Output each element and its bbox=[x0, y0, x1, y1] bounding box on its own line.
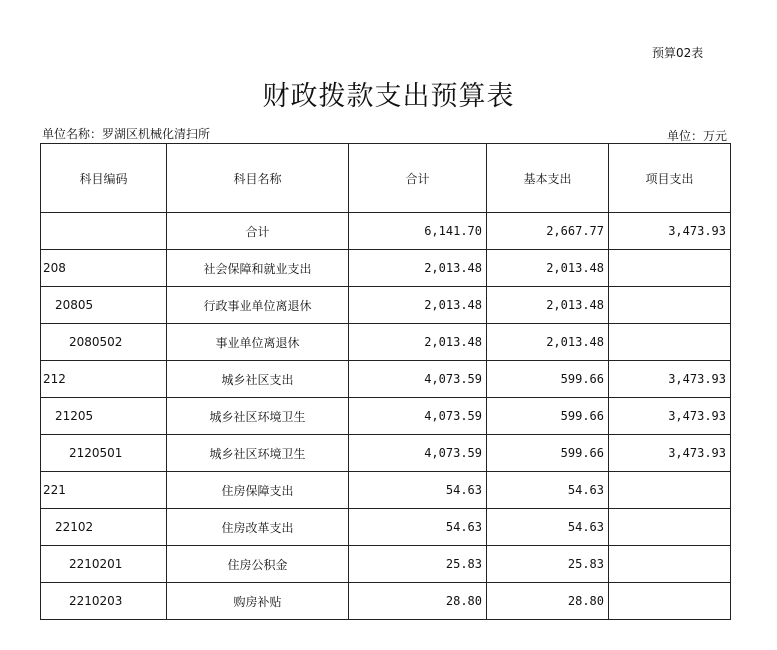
document-id: 预算02表 bbox=[652, 46, 704, 60]
row-name: 购房补贴 bbox=[167, 583, 349, 620]
row-project: 3,473.93 bbox=[609, 213, 731, 250]
header-basic: 基本支出 bbox=[487, 144, 609, 213]
header-total: 合计 bbox=[349, 144, 487, 213]
row-code: 21205 bbox=[41, 398, 167, 435]
row-total: 25.83 bbox=[349, 546, 487, 583]
row-total: 2,013.48 bbox=[349, 287, 487, 324]
row-project bbox=[609, 472, 731, 509]
page-title: 财政拨款支出预算表 bbox=[262, 81, 515, 112]
row-total: 6,141.70 bbox=[349, 213, 487, 250]
table-row bbox=[41, 213, 731, 250]
table-row bbox=[41, 324, 731, 361]
row-code: 2210203 bbox=[41, 583, 167, 620]
row-code: 2210201 bbox=[41, 546, 167, 583]
row-code: 221 bbox=[41, 472, 167, 509]
row-code: 212 bbox=[41, 361, 167, 398]
unit-name: 单位名称：罗湖区机械化清扫所 bbox=[42, 127, 211, 141]
row-basic: 2,013.48 bbox=[487, 324, 609, 361]
row-basic: 2,667.77 bbox=[487, 213, 609, 250]
row-total: 28.80 bbox=[349, 583, 487, 620]
row-name: 行政事业单位离退休 bbox=[167, 287, 349, 324]
row-project bbox=[609, 509, 731, 546]
header-project: 项目支出 bbox=[609, 144, 731, 213]
row-basic: 599.66 bbox=[487, 435, 609, 472]
row-code bbox=[41, 213, 167, 250]
row-name: 事业单位离退休 bbox=[167, 324, 349, 361]
header-code: 科目编码 bbox=[41, 144, 167, 213]
row-basic: 599.66 bbox=[487, 398, 609, 435]
row-name: 城乡社区支出 bbox=[167, 361, 349, 398]
row-project: 3,473.93 bbox=[609, 361, 731, 398]
table-row bbox=[41, 435, 731, 472]
row-total: 2,013.48 bbox=[349, 250, 487, 287]
row-project bbox=[609, 546, 731, 583]
row-project: 3,473.93 bbox=[609, 398, 731, 435]
row-name: 城乡社区环境卫生 bbox=[167, 435, 349, 472]
header-name: 科目名称 bbox=[167, 144, 349, 213]
row-code: 208 bbox=[41, 250, 167, 287]
row-name: 城乡社区环境卫生 bbox=[167, 398, 349, 435]
row-basic: 2,013.48 bbox=[487, 250, 609, 287]
table-row bbox=[41, 250, 731, 287]
table-row bbox=[41, 287, 731, 324]
row-project bbox=[609, 583, 731, 620]
table-row bbox=[41, 398, 731, 435]
row-basic: 599.66 bbox=[487, 361, 609, 398]
row-basic: 54.63 bbox=[487, 472, 609, 509]
row-total: 4,073.59 bbox=[349, 435, 487, 472]
currency-unit: 单位：万元 bbox=[667, 129, 728, 143]
row-code: 20805 bbox=[41, 287, 167, 324]
row-project bbox=[609, 250, 731, 287]
table-header-row bbox=[41, 144, 731, 213]
row-name: 社会保障和就业支出 bbox=[167, 250, 349, 287]
row-code: 2080502 bbox=[41, 324, 167, 361]
row-basic: 28.80 bbox=[487, 583, 609, 620]
row-basic: 2,013.48 bbox=[487, 287, 609, 324]
row-project: 3,473.93 bbox=[609, 435, 731, 472]
row-basic: 54.63 bbox=[487, 509, 609, 546]
table-row bbox=[41, 546, 731, 583]
row-total: 4,073.59 bbox=[349, 398, 487, 435]
row-name: 住房保障支出 bbox=[167, 472, 349, 509]
row-total: 54.63 bbox=[349, 509, 487, 546]
budget-table bbox=[40, 143, 731, 620]
table-row bbox=[41, 361, 731, 398]
row-name: 住房公积金 bbox=[167, 546, 349, 583]
row-total: 4,073.59 bbox=[349, 361, 487, 398]
row-project bbox=[609, 324, 731, 361]
table-row bbox=[41, 509, 731, 546]
row-total: 54.63 bbox=[349, 472, 487, 509]
row-total: 2,013.48 bbox=[349, 324, 487, 361]
row-project bbox=[609, 287, 731, 324]
row-name: 合计 bbox=[167, 213, 349, 250]
row-code: 2120501 bbox=[41, 435, 167, 472]
row-basic: 25.83 bbox=[487, 546, 609, 583]
table-row bbox=[41, 583, 731, 620]
row-code: 22102 bbox=[41, 509, 167, 546]
row-name: 住房改革支出 bbox=[167, 509, 349, 546]
table-row bbox=[41, 472, 731, 509]
